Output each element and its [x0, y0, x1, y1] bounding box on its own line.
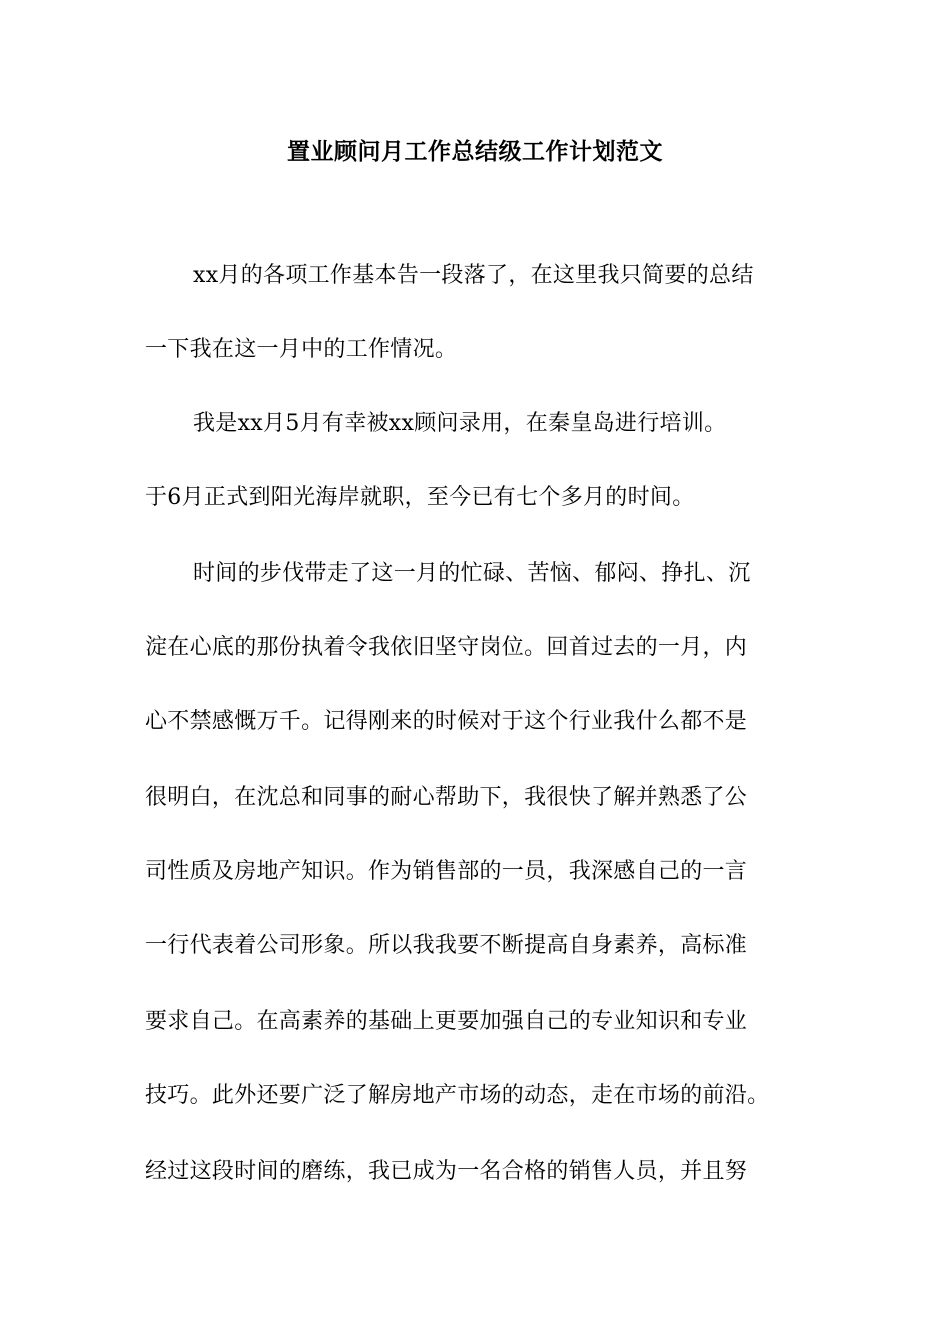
paragraph-2-line-1: 我是xx月5月有幸被xx顾问录用，在秦皇岛进行培训。: [193, 411, 727, 436]
paragraph-2-line-2: 于6月正式到阳光海岸就职，至今已有七个多月的时间。: [145, 485, 695, 510]
document-title: 置业顾问月工作总结级工作计划范文: [287, 138, 663, 165]
paragraph-3-line-5: 司性质及房地产知识。作为销售部的一员，我深感自己的一言: [145, 859, 748, 884]
paragraph-1-line-1: xx月的各项工作基本告一段落了，在这里我只简要的总结: [193, 263, 754, 288]
paragraph-3-line-2: 淀在心底的那份执着令我依旧坚守岗位。回首过去的一月，内: [145, 635, 748, 660]
paragraph-1-line-2: 一下我在这一月中的工作情况。: [145, 337, 458, 362]
paragraph-3-line-4: 很明白，在沈总和同事的耐心帮助下，我很快了解并熟悉了公: [145, 785, 748, 810]
paragraph-3-line-7: 要求自己。在高素养的基础上更要加强自己的专业知识和专业: [145, 1009, 748, 1034]
paragraph-3-line-1: 时间的步伐带走了这一月的忙碌、苦恼、郁闷、挣扎、沉: [193, 561, 751, 586]
paragraph-3-line-8: 技巧。此外还要广泛了解房地产市场的动态，走在市场的前沿。: [145, 1083, 770, 1108]
paragraph-3-line-3: 心不禁感慨万千。记得刚来的时候对于这个行业我什么都不是: [145, 709, 748, 734]
paragraph-3-line-9: 经过这段时间的磨练，我已成为一名合格的销售人员，并且努: [145, 1159, 748, 1184]
paragraph-3-line-6: 一行代表着公司形象。所以我我要不断提高自身素养，高标准: [145, 933, 748, 958]
